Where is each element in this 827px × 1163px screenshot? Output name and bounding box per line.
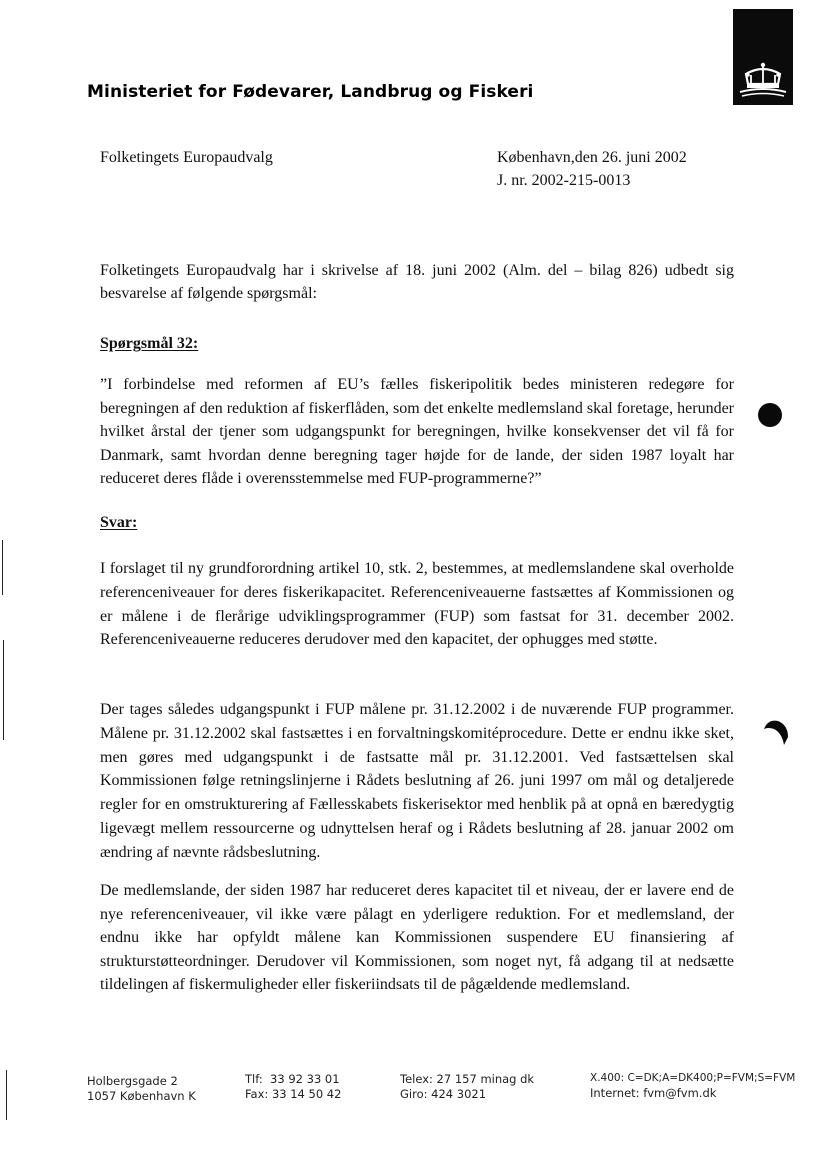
- footer-city: 1057 København K: [87, 1089, 196, 1103]
- answer-paragraph: De medlemslande, der siden 1987 har reduceret deres kapacitet til et niveau, der er lavere end de nye referenceniveauer, vil ikke være pålagt en yderligere reduktion. For et medlemsland, der endnu ikke har opfyldt målene kan Kommissionen suspendere EU finansiering af strukturstøtteordninger. Derudover vil Kommissionen, som noget nyt, få adgang til at nedsætte tildelingen af fiskermuligheder eller fiskeriindsats til de pågældende medlemsland.: [100, 882, 734, 994]
- recipient: Folketingets Europaudvalg: [100, 149, 273, 166]
- footer-telex-block: [400, 1072, 534, 1102]
- footer-giro: Giro: 424 3021: [400, 1087, 487, 1101]
- answer-paragraph: Der tages således udgangspunkt i FUP målene pr. 31.12.2002 i de nuværende FUP programmer. Målene pr. 31.12.2002 skal fastsættes i en forvaltningskomitéprocedure. Dette er endnu ikke sket, men gøres med udgangspunkt i de fastsatte mål pr. 31.12.2001. Ved fastsættelsen skal Kommissionen følge retningslinjerne i Rådets beslutning af 26. juni 1997 om mål og detaljerede regler for en omstrukturering af Fællesskabets fiskerisektor med henblik på at opnå en bæredygtig ligevægt mellem ressourcerne og udnyttelsen heraf og i Rådets beslutning af 28. januar 2002 om ændring af nævnte rådsbeslutning.: [100, 701, 734, 861]
- footer-electronic-block: [590, 1071, 795, 1101]
- footer-telex: Telex: 27 157 minag dk: [400, 1072, 535, 1086]
- punch-hole-mark: [758, 403, 782, 427]
- punch-hole-partial-mark: [762, 717, 792, 747]
- answer-paragraph: I forslaget til ny grundforordning artikel 10, stk. 2, bestemmes, at medlemslandene skal overholde referenceniveauer for deres fiskerikapacitet. Referenceniveauerne fastsættes af Kommissionen og er målene i de flerårige udviklingsprogrammer (FUP) som fastsat for 31. december 2002. Referenceniveauerne reduceres derudover med den kapacitet, der ophugges med støtte.: [100, 560, 734, 649]
- answer-heading: Svar:: [100, 514, 138, 531]
- question-text: ”I forbindelse med reformen af EU’s fælles fiskeripolitik bedes ministeren redegøre for beregningen af den reduktion af fiskerflåden, som det enkelte medlemsland skal foretage, herunder hvilket årstal der tjener som udgangspunkt for beregningen, hvilke konsekvenser det vil få for Danmark, samt hvordan denne beregning tager højde for de lande, der siden 1987 loyalt har reduceret deres flåde i overensstemmelse med FUP-programmerne?”: [100, 376, 734, 488]
- journal-number: J. nr. 2002-215-0013: [497, 172, 631, 189]
- footer-phone: Tlf: 33 92 33 01: [245, 1072, 340, 1086]
- ministry-name: Ministeriet for Fødevarer, Landbrug og Fiskeri: [87, 82, 534, 102]
- footer-phone-block: [245, 1072, 341, 1102]
- footer-street: Holbergsgade 2: [87, 1074, 178, 1088]
- crest-logo: [733, 9, 793, 105]
- danish-crown-icon: [738, 62, 788, 98]
- footer-address: [87, 1074, 196, 1104]
- scan-edge-line: [2, 540, 3, 595]
- scan-edge-line: [6, 1070, 7, 1120]
- scan-edge-line: [3, 640, 4, 740]
- footer-internet: Internet: fvm@fvm.dk: [590, 1086, 717, 1100]
- dateline: København,den 26. juni 2002: [497, 149, 687, 166]
- footer-fax: Fax: 33 14 50 42: [245, 1087, 342, 1101]
- question-heading: Spørgsmål 32:: [100, 335, 199, 352]
- intro-paragraph: Folketingets Europaudvalg har i skrivelse af 18. juni 2002 (Alm. del – bilag 826) udbedt sig besvarelse af følgende spørgsmål:: [100, 262, 734, 302]
- footer-x400: X.400: C=DK;A=DK400;P=FVM;S=FVM: [590, 1072, 796, 1084]
